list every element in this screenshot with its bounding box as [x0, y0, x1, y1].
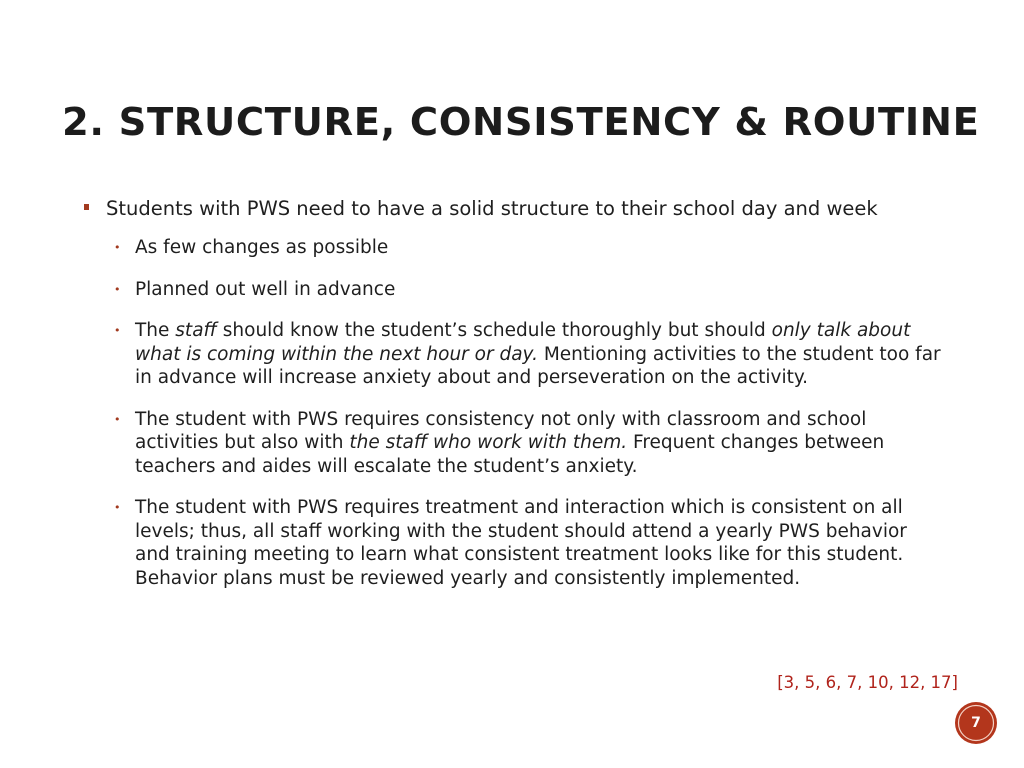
- dot-bullet-icon: •: [114, 501, 121, 514]
- citation-references: [3, 5, 6, 7, 10, 12, 17]: [777, 673, 958, 692]
- text-segment: The student with PWS requires treatment and interaction which is consistent on all levels; thus, all staff working with the student should attend a yearly PWS behavior and training meeting to learn what consistent treatment looks like for this student. Behavior plans must be reviewed yearly and consistently implemented.: [135, 497, 907, 589]
- emphasized-text: only talk about what is coming within the next hour or day.: [135, 320, 911, 365]
- sub-bullet: [114, 408, 944, 479]
- square-bullet-icon: [84, 204, 89, 210]
- main-bullet-text: Students with PWS need to have a solid structure to their school day and week: [106, 197, 878, 220]
- sub-bullet: [114, 236, 944, 260]
- text-segment: Mentioning activities to the student too far in advance will increase anxiety about and perseveration on the activity.: [135, 343, 941, 388]
- text-segment: should know the student’s schedule thoroughly but should: [216, 320, 772, 341]
- sub-bullet-text: [135, 409, 884, 477]
- dot-bullet-icon: •: [114, 324, 121, 337]
- slide-content: [84, 196, 944, 608]
- sub-bullet-list: [84, 236, 944, 590]
- sub-bullet-text: [135, 237, 388, 258]
- emphasized-text: staff: [175, 320, 217, 341]
- dot-bullet-icon: •: [114, 282, 121, 296]
- text-segment: Planned out well in advance: [135, 278, 396, 300]
- main-bullet: [84, 196, 944, 222]
- dot-bullet-icon: •: [114, 412, 121, 426]
- slide-title: 2. STRUCTURE, CONSISTENCY & ROUTINE: [62, 100, 980, 145]
- text-segment: As few changes as possible: [135, 237, 389, 258]
- sub-bullet: [114, 496, 944, 590]
- sub-bullet: [114, 319, 944, 390]
- emphasized-text: the staff who work with them.: [349, 432, 628, 453]
- text-segment: Frequent changes between teachers and aides will escalate the student’s anxiety.: [135, 432, 885, 477]
- page-number: 7: [971, 715, 981, 731]
- text-segment: The student with PWS requires consistency not only with classroom and school activities but also with: [135, 408, 867, 453]
- sub-bullet-text: [135, 320, 941, 388]
- sub-bullet-text: [135, 279, 395, 300]
- sub-bullet-text: [135, 497, 907, 589]
- sub-bullet: [114, 278, 944, 302]
- dot-bullet-icon: •: [114, 241, 121, 254]
- page-number-badge: [954, 701, 998, 745]
- text-segment: The: [135, 320, 176, 341]
